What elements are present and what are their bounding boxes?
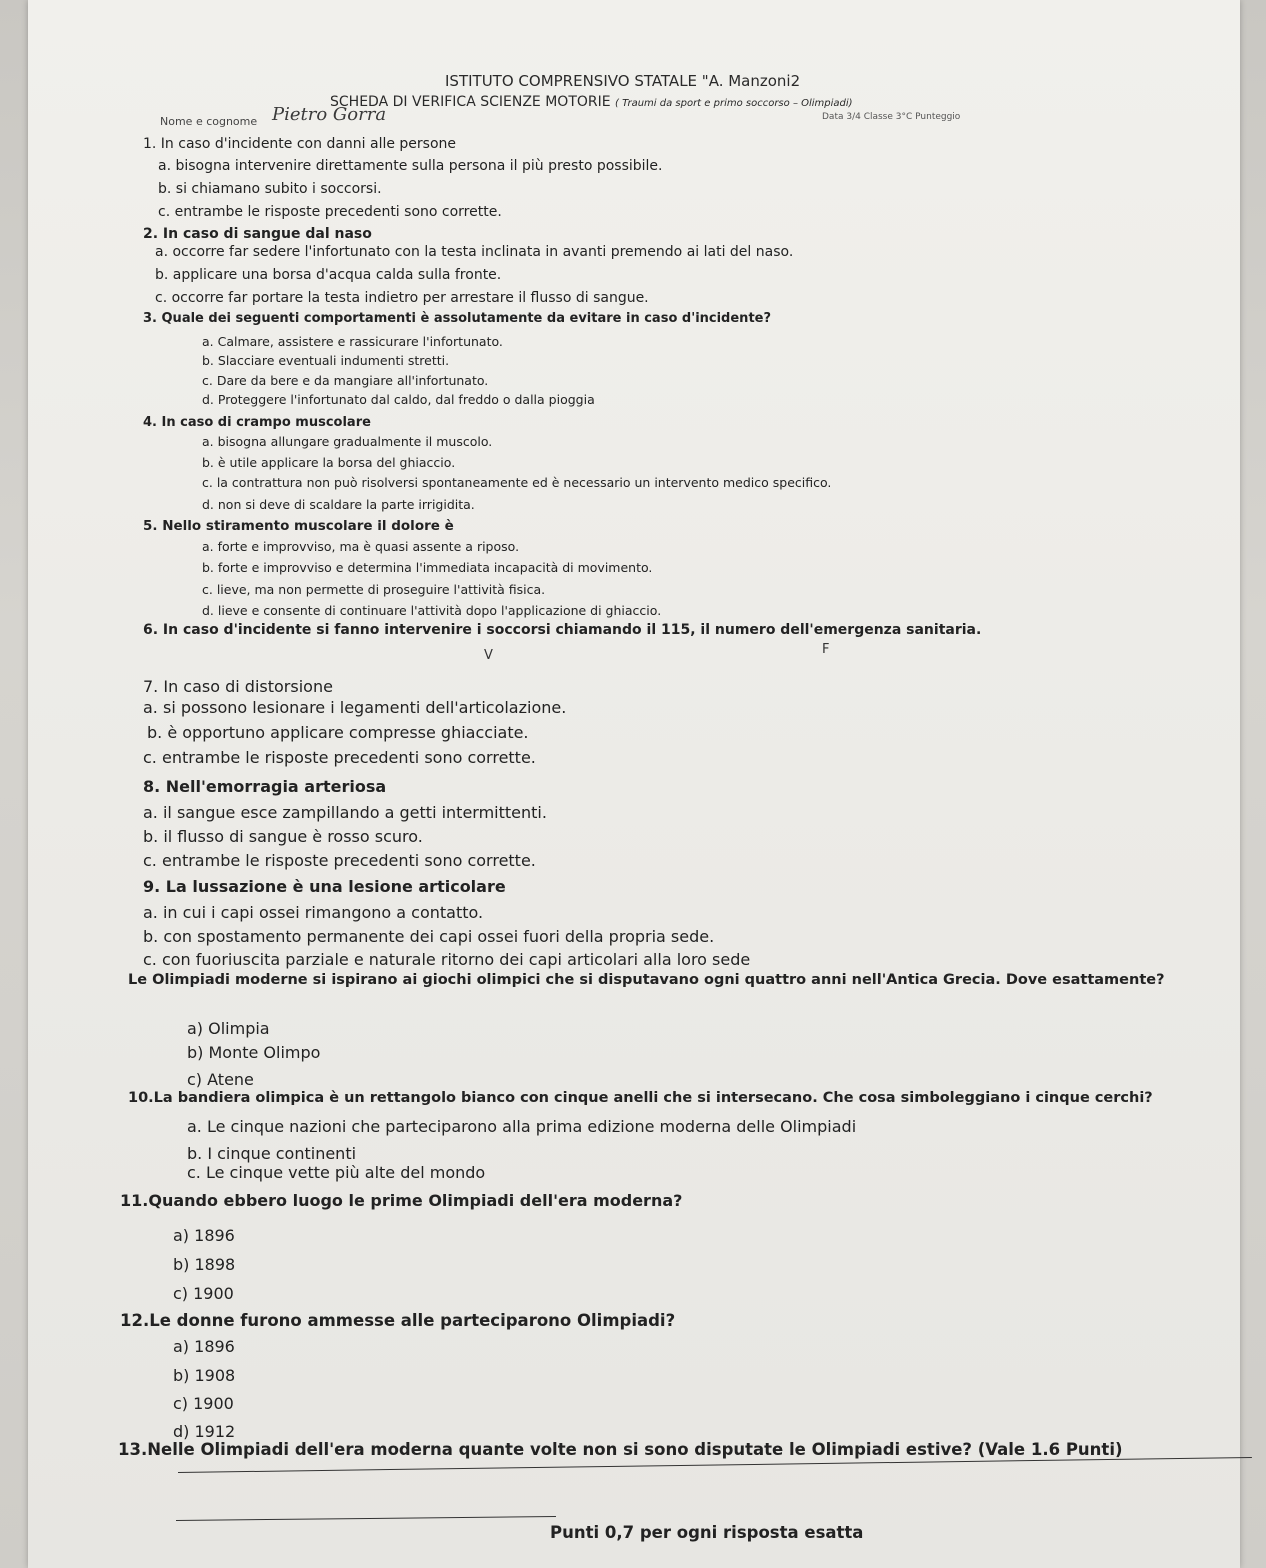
q4-option-d: d. non si deve di scaldare la parte irrigidita.	[202, 497, 475, 512]
question-4: 4. In caso di crampo muscolare	[143, 415, 371, 430]
question-1: 1. In caso d'incidente con danni alle persone	[143, 136, 457, 152]
question-12	[120, 1301, 676, 1330]
question-12-text: 12.Le donne furono ammesse alle parteciparono Olimpiadi?	[120, 1311, 676, 1330]
q5-option-c: c. lieve, ma non permette di proseguire l'attività fisica.	[202, 582, 546, 597]
q11-option-a: a) 1896	[173, 1226, 235, 1245]
title-subtitle: ( Traumi da sport e primo soccorso – Olimpiadi)	[615, 98, 853, 109]
question-13	[118, 1418, 1123, 1459]
worksheet-title	[330, 94, 853, 110]
q10-option-a: a. Le cinque nazioni che parteciparono alla prima edizione moderna delle Olimpiadi	[187, 1117, 857, 1136]
title-main: SCHEDA DI VERIFICA SCIENZE MOTORIE	[330, 94, 611, 110]
q2-option-a: a. occorre far sedere l'infortunato con la testa inclinata in avanti premendo ai lati del naso.	[155, 244, 794, 260]
q1-option-a: a. bisogna intervenire direttamente sulla persona il più presto possibile.	[158, 158, 663, 174]
q3-option-a: a. Calmare, assistere e rassicurare l'infortunato.	[202, 334, 503, 349]
q1-option-b: b. si chiamano subito i soccorsi.	[158, 181, 382, 197]
q4-option-a: a. bisogna allungare gradualmente il muscolo.	[202, 434, 493, 449]
student-name-handwritten: Pietro Gorra	[272, 104, 387, 125]
footer-scoring-note: Punti 0,7 per ogni risposta esatta	[550, 1523, 864, 1542]
q4-option-c: c. la contrattura non può risolversi spontaneamente ed è necessario un intervento medico specifico.	[202, 475, 832, 490]
qo-option-a: a) Olimpia	[187, 1019, 270, 1038]
question-7: 7. In caso di distorsione	[143, 677, 333, 696]
q10-option-c: c. Le cinque vette più alte del mondo	[187, 1163, 486, 1182]
q7-option-c: c. entrambe le risposte precedenti sono corrette.	[143, 748, 536, 767]
q11-option-b: b) 1898	[173, 1255, 236, 1274]
q12-option-a: a) 1896	[173, 1337, 235, 1356]
q7-option-b: b. è opportuno applicare compresse ghiacciate.	[147, 723, 529, 742]
q5-option-a: a. forte e improvviso, ma è quasi assente a riposo.	[202, 539, 520, 554]
q6-option-true: V	[484, 648, 493, 663]
q5-option-b: b. forte e improvviso e determina l'immediata incapacità di movimento.	[202, 560, 653, 575]
q4-option-b: b. è utile applicare la borsa del ghiaccio.	[202, 455, 456, 470]
q11-option-c: c) 1900	[173, 1284, 234, 1303]
q12-option-d: d) 1912	[173, 1422, 236, 1441]
qo-option-b: b) Monte Olimpo	[187, 1043, 321, 1062]
q12-option-b: b) 1908	[173, 1366, 236, 1385]
qo-option-c: c) Atene	[187, 1070, 254, 1089]
q1-option-c: c. entrambe le risposte precedenti sono corrette.	[158, 204, 502, 220]
q12-option-c: c) 1900	[173, 1394, 234, 1413]
name-label: Nome e cognome	[160, 115, 258, 128]
q3-option-b: b. Slacciare eventuali indumenti stretti.	[202, 353, 450, 368]
q10-option-b: b. I cinque continenti	[187, 1144, 357, 1163]
q3-option-d: d. Proteggere l'infortunato dal caldo, dal freddo o dalla pioggia	[202, 392, 595, 407]
q8-option-a: a. il sangue esce zampillando a getti intermittenti.	[143, 803, 547, 822]
q9-option-a: a. in cui i capi ossei rimangono a contatto.	[143, 903, 484, 922]
question-3: 3. Quale dei seguenti comportamenti è assolutamente da evitare in caso d'incidente?	[143, 311, 772, 326]
question-13-text: 13.Nelle Olimpiadi dell'era moderna quante volte non si sono disputate le Olimpiadi estive? (Vale 1.6 Punti)	[118, 1440, 1123, 1459]
question-6: 6. In caso d'incidente si fanno intervenire i soccorsi chiamando il 115, il numero dell'emergenza sanitaria.	[143, 622, 982, 638]
question-olympia: Le Olimpiadi moderne si ispirano ai giochi olimpici che si disputavano ogni quattro anni nell'Antica Grecia. Dove esattamente?	[128, 972, 1165, 988]
question-9: 9. La lussazione è una lesione articolare	[143, 877, 506, 896]
q8-option-c: c. entrambe le risposte precedenti sono corrette.	[143, 851, 536, 870]
question-10-text: 10.La bandiera olimpica è un rettangolo bianco con cinque anelli che si intersecano. Che cosa simboleggiano i cinque cerchi?	[128, 1090, 1153, 1106]
date-class-score: Data 3/4 Classe 3°C Punteggio	[822, 112, 961, 122]
question-11: 11.Quando ebbero luogo le prime Olimpiadi dell'era moderna?	[120, 1191, 683, 1210]
q3-option-c: c. Dare da bere e da mangiare all'infortunato.	[202, 373, 489, 388]
q9-option-b: b. con spostamento permanente dei capi ossei fuori della propria sede.	[143, 927, 715, 946]
q5-option-d: d. lieve e consente di continuare l'attività dopo l'applicazione di ghiaccio.	[202, 603, 662, 618]
question-2: 2. In caso di sangue dal naso	[143, 226, 372, 242]
school-name: ISTITUTO COMPRENSIVO STATALE "A. Manzoni2	[445, 72, 801, 90]
question-8: 8. Nell'emorragia arteriosa	[143, 777, 387, 796]
q9-option-c: c. con fuoriuscita parziale e naturale ritorno dei capi articolari alla loro sede	[143, 950, 751, 969]
q6-option-false: F	[822, 642, 830, 657]
question-5: 5. Nello stiramento muscolare il dolore è	[143, 518, 454, 534]
q8-option-b: b. il flusso di sangue è rosso scuro.	[143, 827, 423, 846]
question-10	[128, 1068, 1153, 1106]
q2-option-b: b. applicare una borsa d'acqua calda sulla fronte.	[155, 267, 502, 283]
q7-option-a: a. si possono lesionare i legamenti dell'articolazione.	[143, 698, 567, 717]
q2-option-c: c. occorre far portare la testa indietro per arrestare il flusso di sangue.	[155, 290, 649, 306]
